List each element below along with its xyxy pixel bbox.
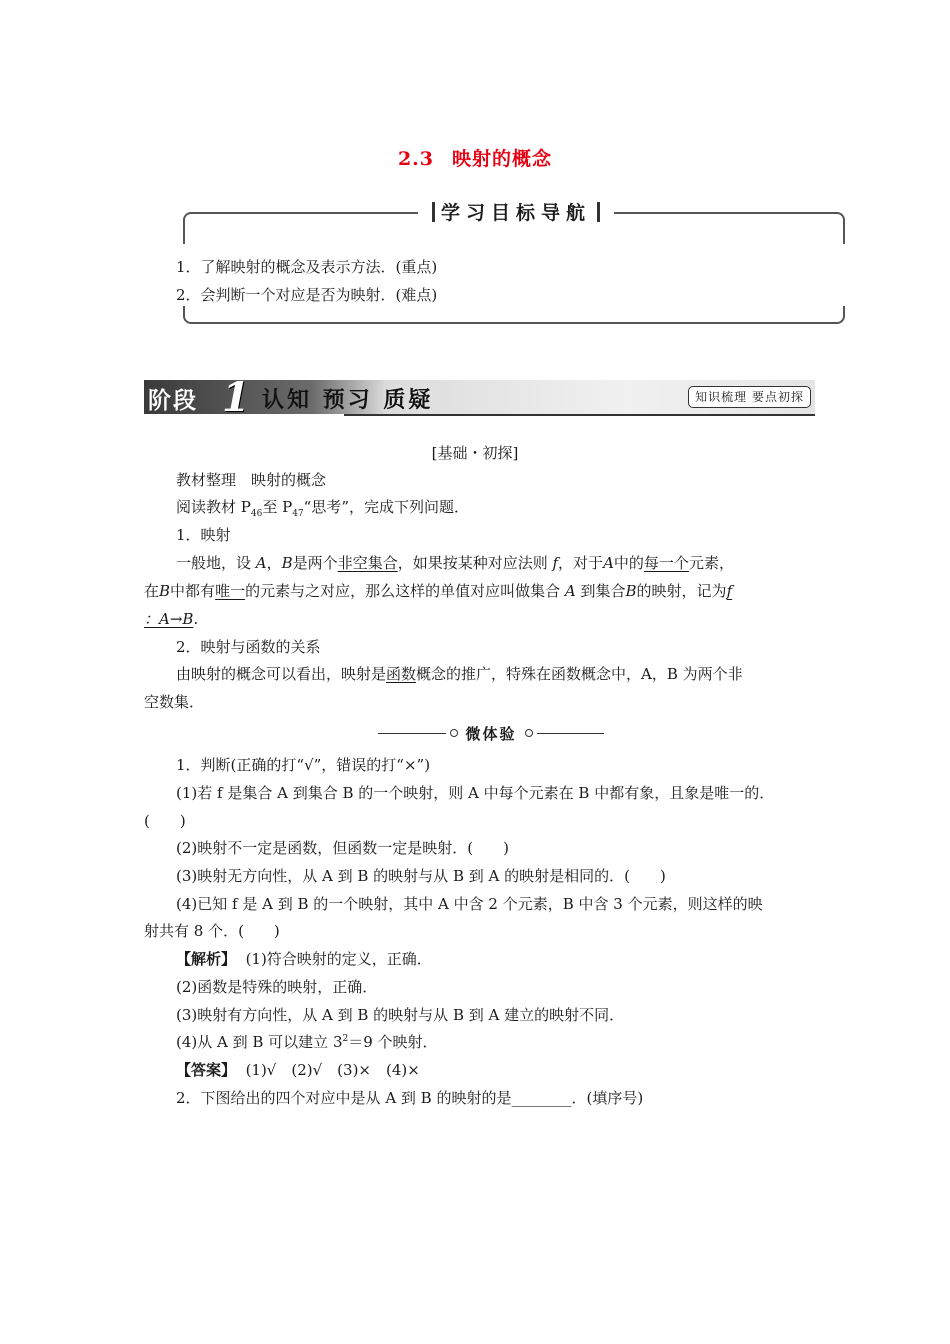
question-2: 2．下图给出的四个对应中是从 A 到 B 的映射的是________．(填序号) [176, 1089, 644, 1107]
text: 在 [144, 582, 160, 600]
section-title: 映射的概念 [452, 148, 553, 170]
text: 的元素与之对应，那么这样的单值对应叫做集合 [245, 582, 561, 600]
analysis-3: (3)映射有方向性，从 A 到 B 的映射与从 B 到 A 建立的映射不同． [176, 1006, 625, 1024]
analysis-label: 【解析】 [176, 950, 237, 968]
section-label: [基础・初探] [431, 444, 519, 462]
relation-line-2: 空数集． [144, 693, 205, 711]
var-b: B [625, 582, 637, 600]
divider-rule-left [378, 733, 446, 734]
relation-line-1 [176, 663, 743, 684]
reading-pre: 阅读教材 P [176, 498, 251, 516]
question-1-item-1: (1)若 f 是集合 A 到集合 B 的一个映射，则 A 中每个元素在 B 中都有象，且象是唯一的． [176, 784, 775, 802]
objective-item-2: 2．会判断一个对应是否为映射．(难点) [176, 286, 438, 304]
text: 中都有 [170, 582, 216, 600]
heading-mapping: 1．映射 [176, 526, 231, 544]
var-b: B [281, 554, 293, 572]
answer-label: 【答案】 [176, 1061, 237, 1079]
stage-tag: 知识梳理 要点初探 [688, 386, 811, 408]
page-title [0, 144, 950, 171]
question-1-item-4-cont: 射共有 8 个．( ) [144, 922, 280, 940]
objective-item-1: 1．了解映射的概念及表示方法．(重点) [176, 258, 438, 276]
text: 是两个 [292, 554, 338, 572]
stage-number: 1 [222, 374, 250, 421]
mini-experience-title: 微体验 [465, 724, 517, 743]
var-f: f [552, 554, 559, 572]
reading-page-end: 47 [292, 509, 304, 519]
text: 概念的推广，特殊在函数概念中，A，B 为两个非 [416, 665, 743, 683]
text: 的映射，记为 [636, 582, 727, 600]
blank-notation-f: f [726, 582, 733, 600]
exponent: 2 [342, 1034, 349, 1044]
heading-relation: 2．映射与函数的关系 [176, 638, 321, 656]
blank-notation-arrow: ：A→B [144, 610, 194, 628]
var-a: A [255, 554, 267, 572]
text: 元素， [688, 554, 734, 572]
blank-nonempty-set: 非空集合 [337, 554, 398, 572]
objectives-header [418, 198, 614, 225]
analysis-text-1: (1)符合映射的定义，正确． [245, 950, 432, 968]
blank-unique: 唯一 [215, 582, 246, 600]
blank-every-one: 每一个 [643, 554, 689, 572]
objectives-header-text: 学习目标导航 [441, 202, 592, 224]
question-1-item-3: (3)映射无方向性，从 A 到 B 的映射与从 B 到 A 的映射是相同的．( ) [176, 867, 666, 885]
header-right-bar [597, 202, 600, 222]
question-1-item-4: (4)已知 f 是 A 到 B 的一个映射，其中 A 中含 2 个元素，B 中含 3 个元素，则这样的映 [176, 895, 763, 913]
analysis-4 [176, 1031, 438, 1052]
analysis-1 [176, 948, 432, 969]
reading-instruction [176, 496, 469, 519]
text: 中的 [613, 554, 644, 572]
stage-title: 认知 预习 质疑 [262, 388, 434, 413]
definition-line-3 [144, 608, 198, 629]
header-left-bar [432, 202, 435, 222]
question-1-stem: 1．判断(正确的打“√”，错误的打“×”) [176, 756, 431, 774]
stage-word: 阶段 [148, 388, 198, 414]
text: 一般地，设 [176, 554, 256, 572]
section-number: 2.3 [397, 148, 435, 170]
answer-line [176, 1059, 420, 1080]
text: (4)从 A 到 B 可以建立 3 [176, 1033, 343, 1051]
divider-dot-left [450, 729, 458, 737]
stage-banner [144, 374, 815, 421]
var-b: B [159, 582, 171, 600]
analysis-2: (2)函数是特殊的映射，正确． [176, 978, 378, 996]
text: 到集合 [580, 582, 626, 600]
text: . [193, 610, 199, 628]
definition-line-2 [144, 580, 732, 601]
text: ，如果按某种对应法则 [397, 554, 553, 572]
text: ＝9 个映射． [348, 1033, 438, 1051]
divider-dot-right [525, 729, 533, 737]
mini-experience-divider [378, 722, 604, 744]
text: 由映射的概念可以看出，映射是 [176, 665, 387, 683]
objectives-box-bottom [183, 306, 845, 324]
reading-mid: 至 P [262, 498, 293, 516]
blank-function: 函数 [386, 665, 417, 683]
text: ， [266, 554, 282, 572]
reading-post: “思考”，完成下列问题． [303, 498, 469, 516]
var-a: A [564, 582, 576, 600]
var-a: A [603, 554, 614, 572]
answer-text: (1)√ (2)√ (3)× (4)× [245, 1061, 420, 1079]
definition-line-1 [176, 552, 734, 573]
reading-page-start: 46 [250, 509, 263, 519]
text: ，对于 [558, 554, 604, 572]
material-heading: 教材整理 映射的概念 [176, 471, 327, 489]
question-1-item-2: (2)映射不一定是函数，但函数一定是映射．( ) [176, 839, 509, 857]
question-1-item-1-bracket: ( ) [144, 812, 186, 830]
divider-rule-right [537, 733, 605, 734]
